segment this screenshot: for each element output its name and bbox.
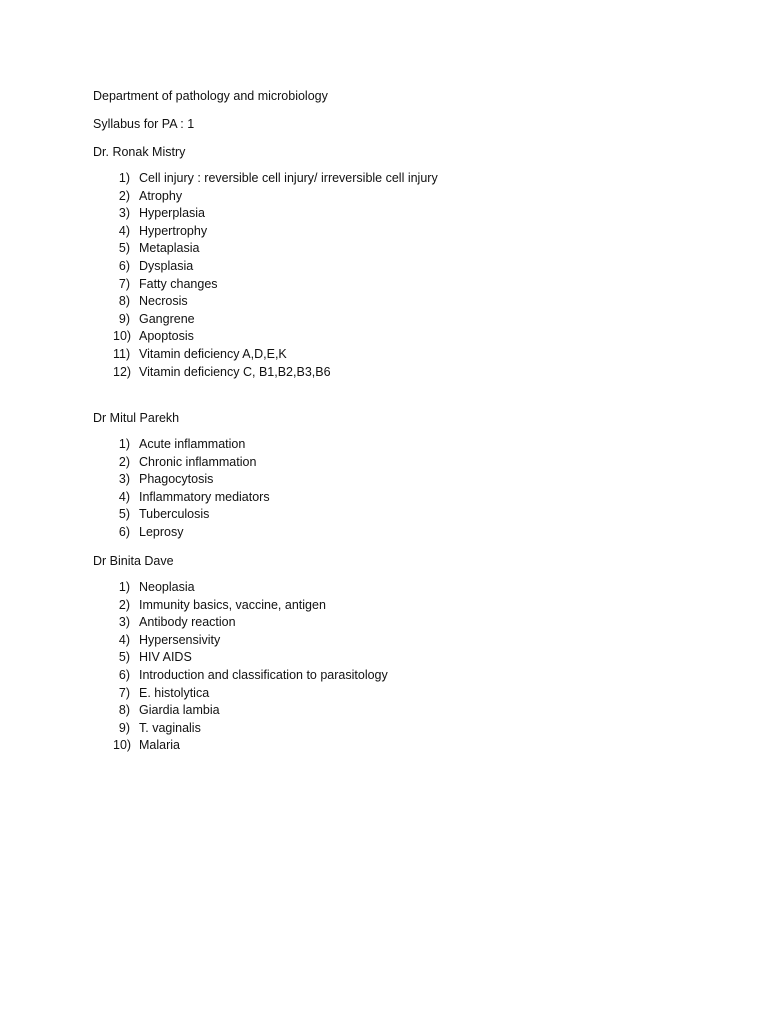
list-item-number: 4): [118, 489, 130, 504]
list-item-text: Acute inflammation: [139, 437, 246, 451]
list-item-text: Inflammatory mediators: [139, 489, 270, 504]
syllabus-title: Syllabus for PA : 1: [93, 117, 195, 131]
list-item-text: Gangrene: [139, 311, 195, 326]
list-item-number: 10): [113, 738, 132, 753]
list-item-number: 1): [118, 580, 130, 594]
list-item-text: Dysplasia: [139, 258, 194, 273]
list-item-text: Tuberculosis: [139, 507, 210, 522]
list-item-number: 1): [118, 171, 130, 185]
list-item-text: Apoptosis: [139, 329, 194, 344]
list-item-text: Cell injury : reversible cell injury/ irreversible cell injury: [139, 171, 438, 185]
list-item-number: 4): [118, 632, 130, 647]
list-item-number: 1): [118, 437, 130, 451]
list-item-number: 12): [113, 364, 132, 379]
list-item-number: 6): [118, 667, 130, 682]
list-item-text: Metaplasia: [139, 241, 200, 256]
list-item-text: Antibody reaction: [139, 615, 236, 630]
list-item-text: Hypertrophy: [139, 223, 208, 238]
list-item-text: Neoplasia: [139, 580, 195, 594]
list-item-text: HIV AIDS: [139, 650, 192, 665]
list-item-number: 8): [118, 294, 130, 309]
list-item-number: 9): [118, 720, 130, 735]
list-item-number: 3): [118, 206, 130, 221]
list-item-text: T. vaginalis: [139, 720, 201, 735]
list-item-number: 4): [118, 223, 130, 238]
list-item-text: Immunity basics, vaccine, antigen: [139, 597, 326, 612]
list-item-number: 6): [118, 524, 130, 539]
list-item-number: 7): [118, 685, 130, 700]
list-item-number: 2): [118, 454, 130, 469]
list-item-number: 5): [118, 241, 130, 256]
list-item-text: Hyperplasia: [139, 206, 206, 221]
list-item-text: E. histolytica: [139, 685, 210, 700]
list-item-number: 11): [113, 346, 131, 361]
list-item-text: Malaria: [139, 738, 180, 753]
list-item-number: 5): [118, 650, 130, 665]
list-item-text: Giardia lambia: [139, 703, 220, 718]
list-item-number: 7): [118, 276, 130, 291]
list-item-text: Fatty changes: [139, 276, 218, 291]
list-item-number: 5): [118, 507, 130, 522]
teacher-heading: Dr. Ronak Mistry: [93, 145, 186, 159]
list-item-number: 8): [118, 703, 130, 718]
list-item-text: Introduction and classification to parasitology: [139, 667, 388, 682]
list-item-text: Chronic inflammation: [139, 454, 257, 469]
list-item-number: 6): [118, 258, 130, 273]
list-item-number: 9): [118, 311, 130, 326]
list-item-text: Hypersensivity: [139, 632, 221, 647]
list-item-number: 10): [113, 329, 132, 344]
list-item-number: 2): [118, 597, 130, 612]
list-item-number: 2): [118, 188, 130, 203]
list-item-text: Vitamin deficiency C, B1,B2,B3,B6: [139, 364, 331, 379]
teacher-heading: Dr Mitul Parekh: [93, 411, 180, 425]
list-item-text: Atrophy: [139, 188, 183, 203]
list-item-number: 3): [118, 472, 130, 487]
teacher-heading: Dr Binita Dave: [93, 554, 174, 568]
list-item-text: Necrosis: [139, 294, 188, 309]
list-item-text: Leprosy: [139, 524, 184, 539]
list-item-number: 3): [118, 615, 130, 630]
list-item-text: Vitamin deficiency A,D,E,K: [139, 346, 287, 361]
list-item-text: Phagocytosis: [139, 472, 214, 487]
department-title: Department of pathology and microbiology: [93, 89, 328, 103]
